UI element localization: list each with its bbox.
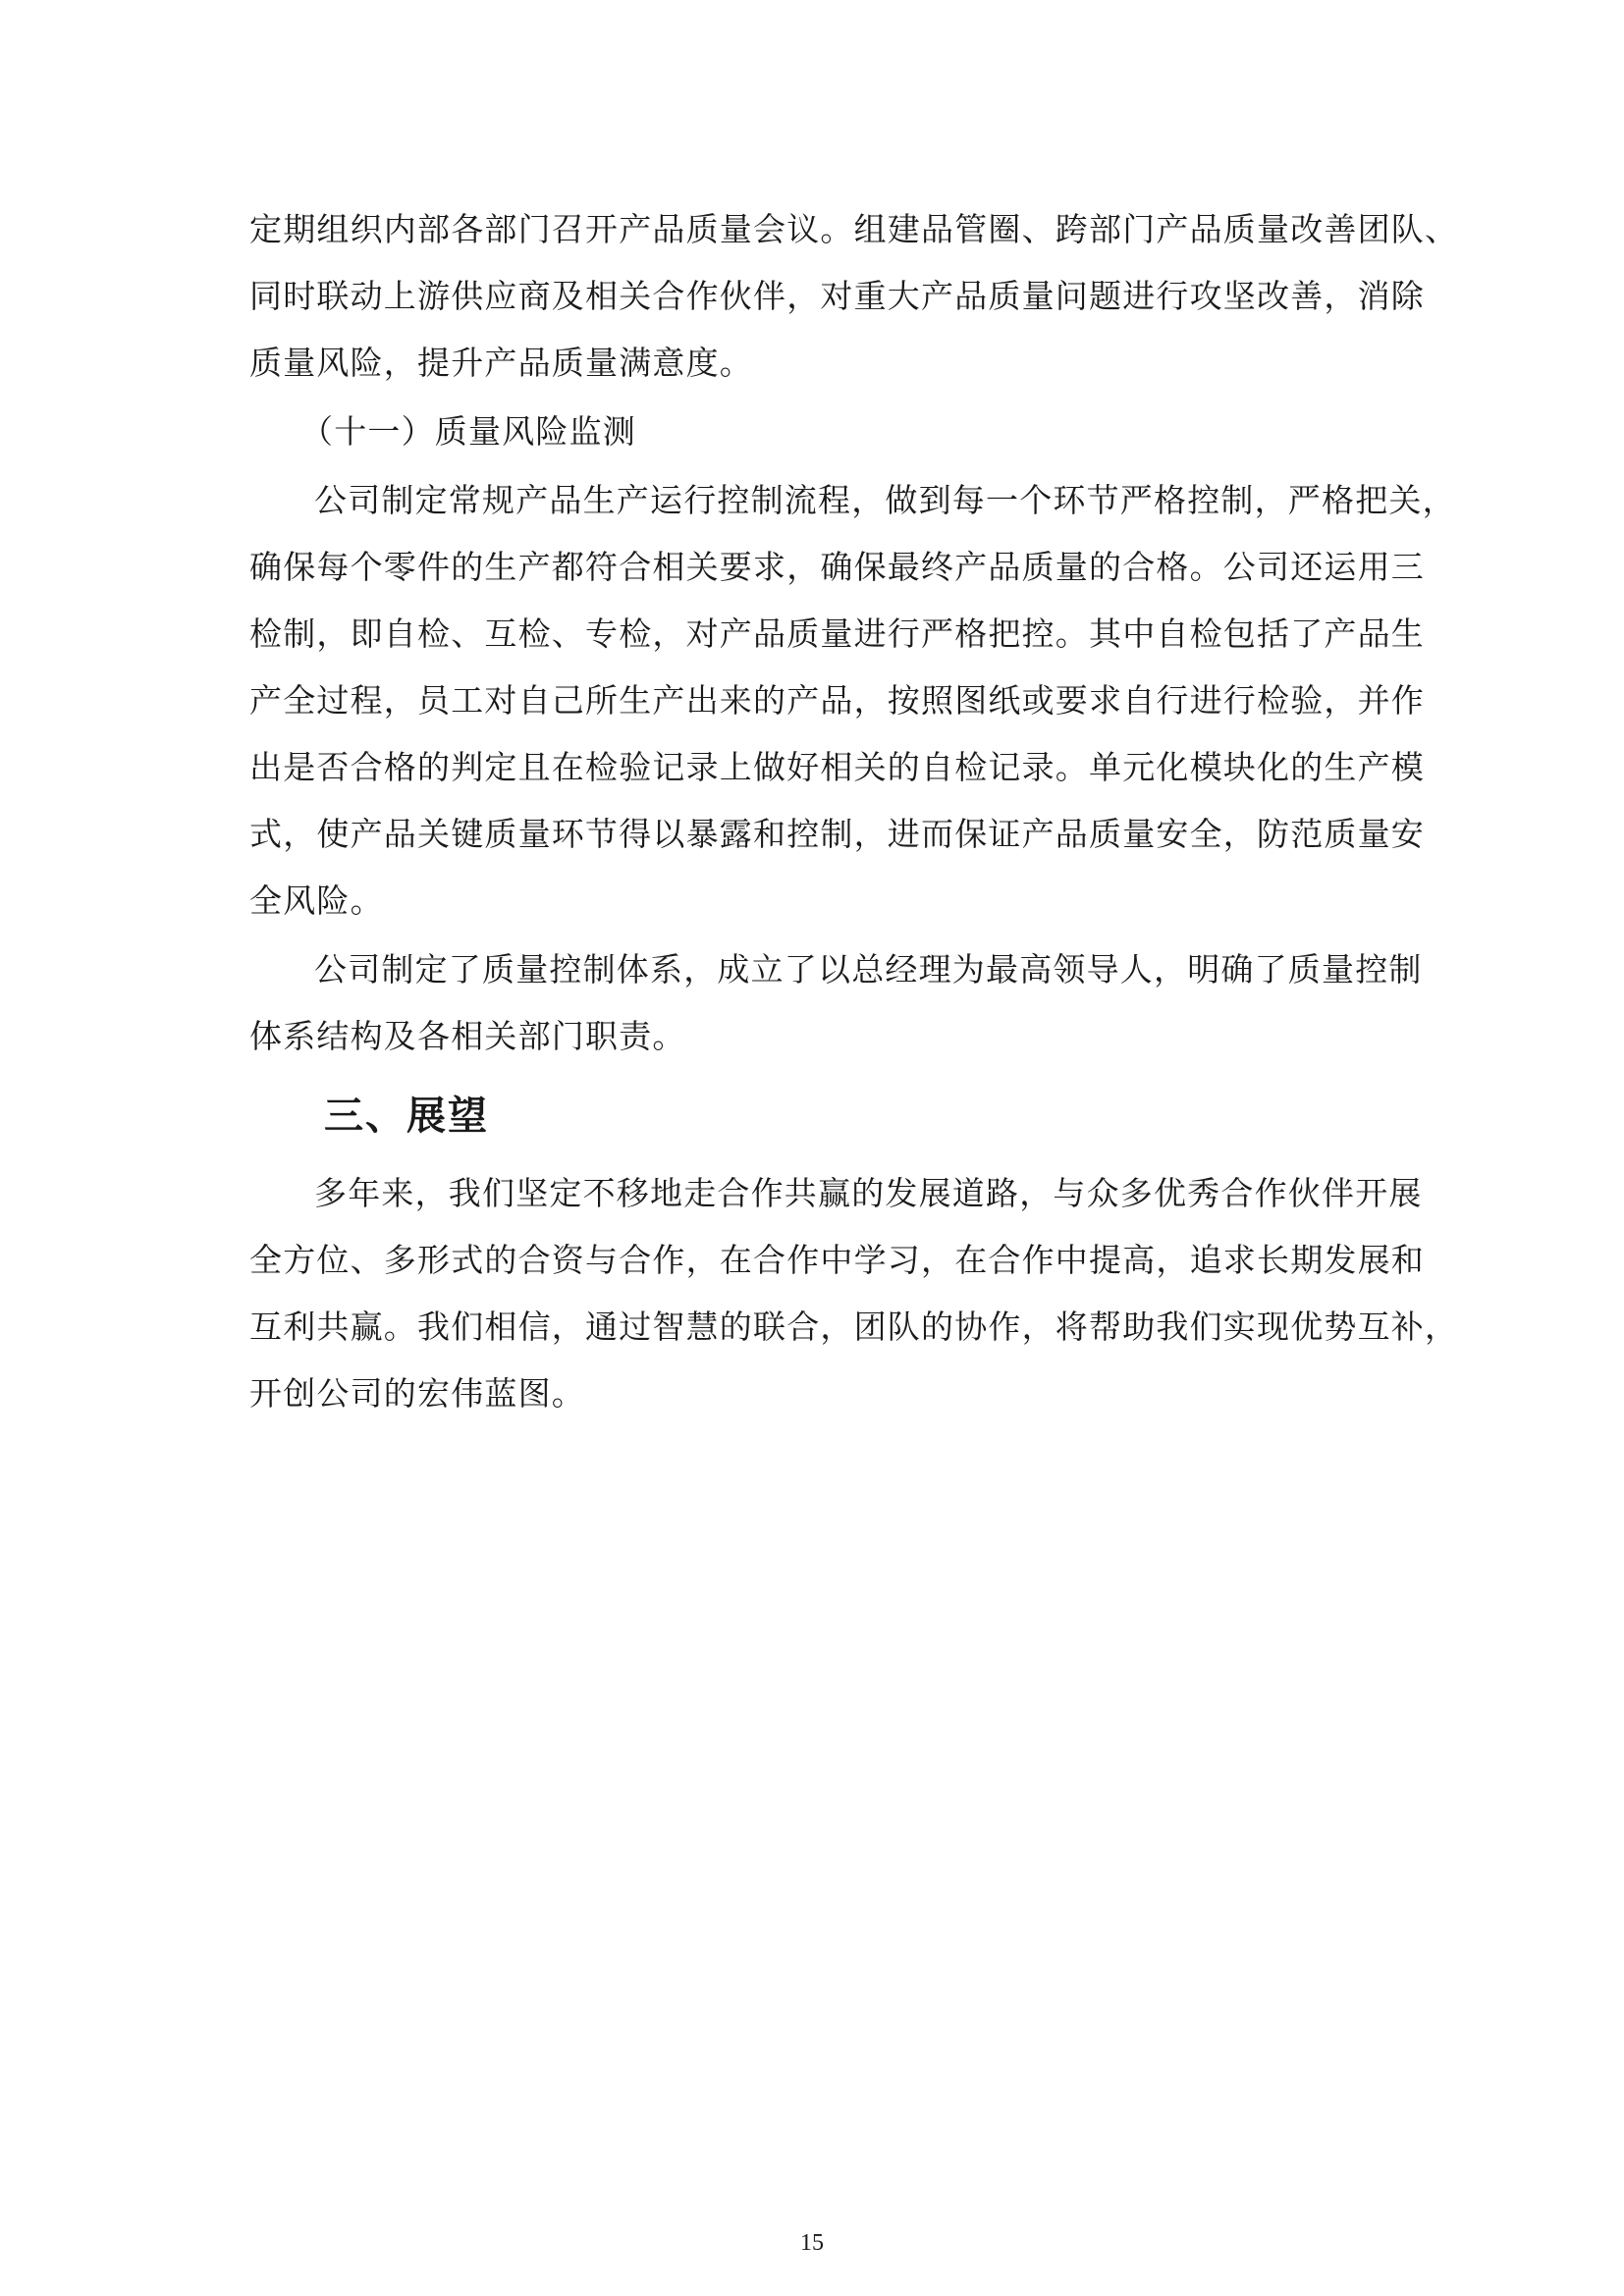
- paragraph-line: 出是否合格的判定且在检验记录上做好相关的自检记录。单元化模块化的生产模: [249, 748, 1425, 786]
- paragraph-line: 多年来，我们坚定不移地走合作共赢的发展道路，与众多优秀合作伙伴开展: [314, 1174, 1423, 1212]
- paragraph-line: 体系结构及各相关部门职责。: [249, 1017, 686, 1055]
- subheading-quality-risk-monitoring: （十一）质量风险监测: [300, 412, 636, 451]
- paragraph-line: 定期组织内部各部门召开产品质量会议。组建品管圈、跨部门产品质量改善团队、: [249, 210, 1459, 248]
- paragraph-line: 互利共赢。我们相信，通过智慧的联合，团队的协作，将帮助我们实现优势互补，: [249, 1308, 1459, 1346]
- paragraph-line: 全方位、多形式的合资与合作，在合作中学习，在合作中提高，追求长期发展和: [249, 1241, 1425, 1279]
- paragraph-line: 开创公司的宏伟蓝图。: [249, 1374, 585, 1413]
- paragraph-line: 产全过程，员工对自己所生产出来的产品，按照图纸或要求自行进行检验，并作: [249, 681, 1425, 720]
- paragraph-line: 同时联动上游供应商及相关合作伙伴，对重大产品质量问题进行攻坚改善，消除: [249, 277, 1425, 315]
- paragraph-line: 公司制定常规产品生产运行控制流程，做到每一个环节严格控制，严格把关，: [314, 481, 1456, 519]
- section-heading-outlook: 三、展望: [324, 1094, 489, 1139]
- paragraph-line: 确保每个零件的生产都符合相关要求，确保最终产品质量的合格。公司还运用三: [249, 548, 1425, 586]
- paragraph-line: 公司制定了质量控制体系，成立了以总经理为最高领导人，明确了质量控制: [314, 950, 1423, 988]
- paragraph-line: 式，使产品关键质量环节得以暴露和控制，进而保证产品质量安全，防范质量安: [249, 815, 1425, 853]
- page-number: 15: [800, 2230, 824, 2256]
- paragraph-line: 检制，即自检、互检、专检，对产品质量进行严格把控。其中自检包括了产品生: [249, 614, 1425, 653]
- paragraph-line: 质量风险，提升产品质量满意度。: [249, 344, 753, 382]
- paragraph-line: 全风险。: [249, 881, 384, 920]
